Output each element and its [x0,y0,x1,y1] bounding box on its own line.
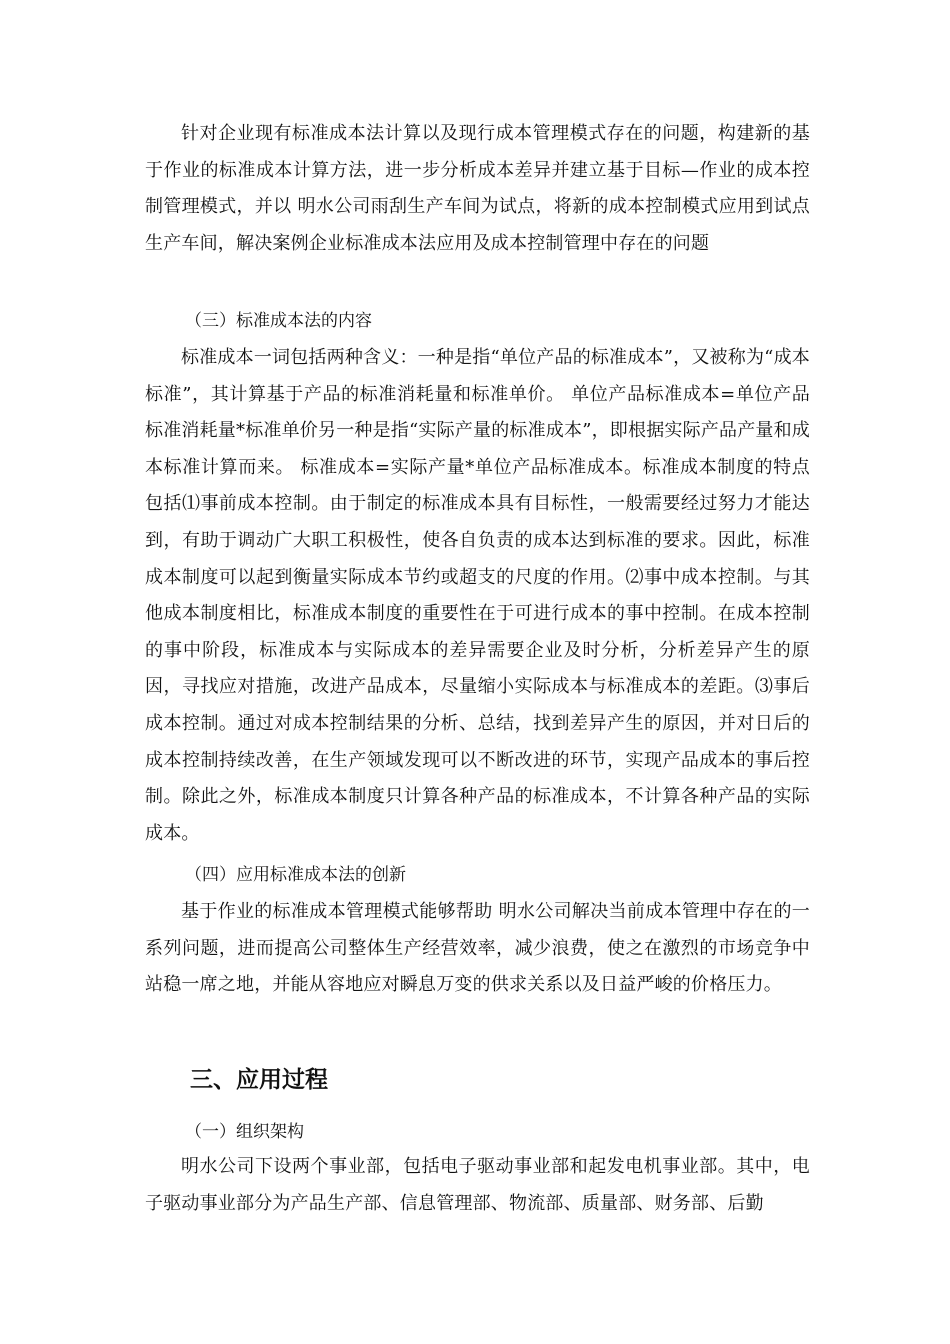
subheading-standard-cost-content [145,303,810,339]
subheading-innovation [145,857,810,893]
paragraph-problem-solution [145,116,810,262]
paragraph-text: 基于作业的标准成本管理模式能够帮助 明水公司解决当前成本管理中存在的一系列问题，进而提高公司整体生产经营效率，减少浪费，使之在激烈的市场竞争中站稳一席之地，并能从容地应对瞬息万变的供求关系以及日益严峻的价格压力。 [145,901,810,996]
paragraph-innovation [145,894,810,1004]
paragraph-text: 针对企业现有标准成本法计算以及现行成本管理模式存在的问题，构建新的基于作业的标准成本计算方法，进一步分析成本差异并建立基于目标—作业的成本控制管理模式，并以 明水公司雨刮生产车间为试点，将新的成本控制模式应用到试点生产车间，解决案例企业标准成本法应用及成本控制管理中存在的问题 [145,123,810,254]
paragraph-text: 标准成本一词包括两种含义：一种是指“单位产品的标准成本”，又被称为“成本标准”，其计算基于产品的标准消耗量和标准单价。 单位产品标准成本=单位产品标准消耗量*标准单价另一种是指“实际产量的标准成本”，即根据实际产品产量和成本标准计算而来。 标准成本=实际产量*单位产品标准成本。标准成本制度的特点包括⑴事前成本控制。由于制定的标准成本具有目标性，一般需要经过努力才能达到，有助于调动广大职工积极性，使各自负责的成本达到标准的要求。因此，标准成本制度可以起到衡量实际成本节约或超支的尺度的作用。⑵事中成本控制。与其他成本制度相比，标准成本制度的重要性在于可进行成本的事中控制。在成本控制的事中阶段，标准成本与实际成本的差异需要企业及时分析，分析差异产生的原因，寻找应对措施，改进产品成本，尽量缩小实际成本与标准成本的差距。⑶事后成本控制。通过对成本控制结果的分析、总结，找到差异产生的原因，并对日后的成本控制持续改善，在生产领域发现可以不断改进的环节，实现产品成本的事后控制。除此之外，标准成本制度只计算各种产品的标准成本，不计算各种产品的实际成本。 [145,347,811,844]
subheading-text: （三）标准成本法的内容 [185,311,372,331]
section-title: 三、应用过程 [190,1067,328,1093]
subheading-text: （四）应用标准成本法的创新 [185,865,406,885]
paragraph-organization [145,1149,810,1222]
subheading-organization [145,1114,810,1150]
paragraph-standard-cost-definition [145,340,810,852]
paragraph-text: 明水公司下设两个事业部，包括电子驱动事业部和起发电机事业部。其中，电子驱动事业部分为产品生产部、信息管理部、物流部、质量部、财务部、后勤 [145,1156,810,1214]
subheading-text: （一）组织架构 [185,1122,304,1142]
section-heading [145,1060,810,1100]
